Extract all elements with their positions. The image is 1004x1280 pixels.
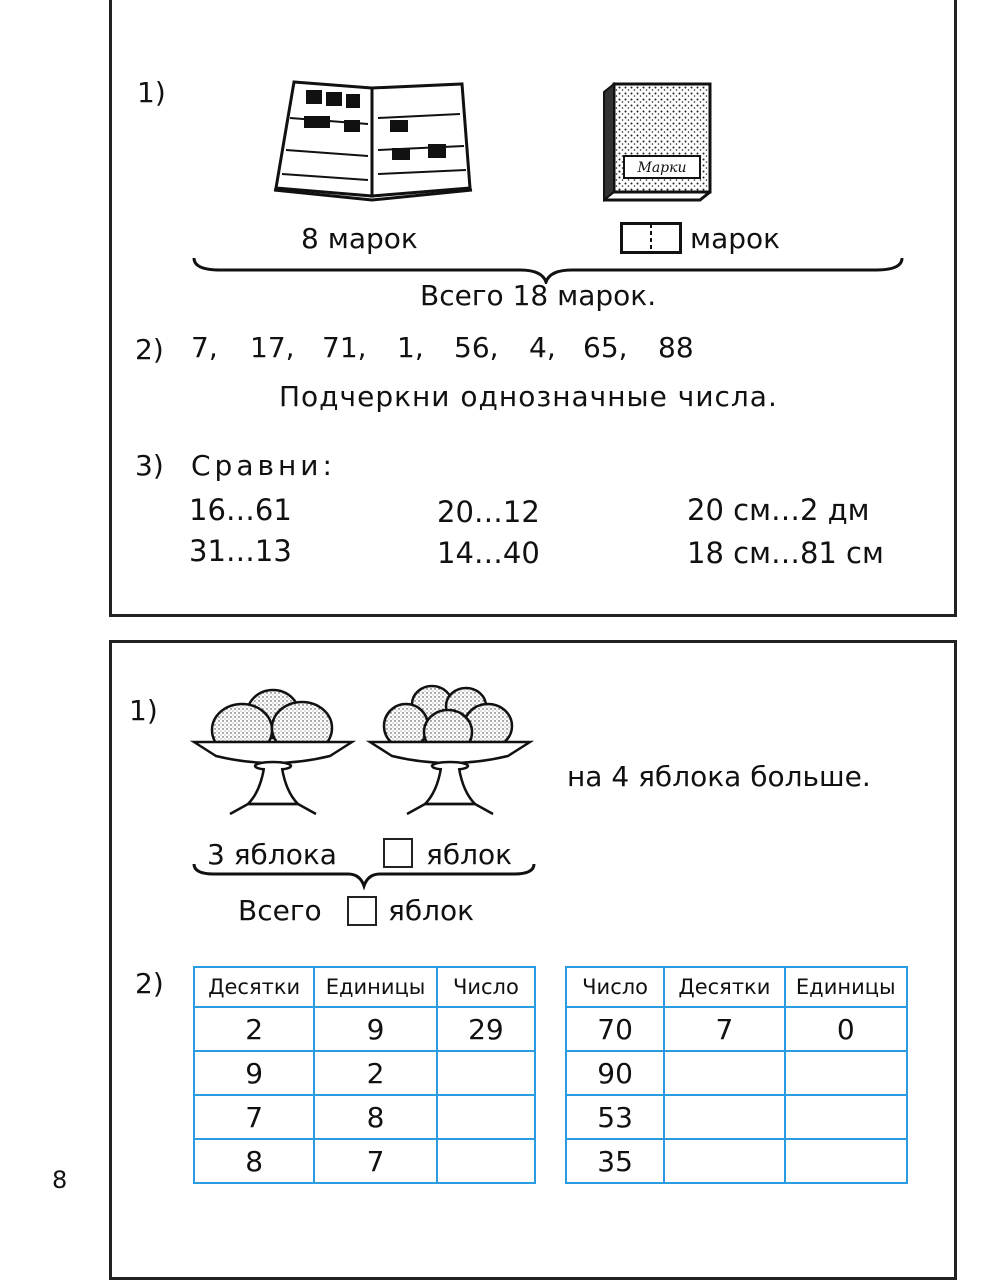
task1-number: 1): [129, 694, 158, 727]
answer-cell[interactable]: [437, 1051, 535, 1095]
number-1: 1,: [397, 331, 424, 364]
cell: 8: [194, 1139, 314, 1183]
task3-number: 3): [135, 449, 164, 482]
cell: 0: [785, 1007, 907, 1051]
more-apples-text: на 4 яблока больше.: [567, 760, 871, 793]
header-ones: Единицы: [785, 967, 907, 1007]
answer-box-total[interactable]: [347, 896, 377, 926]
header-ones: Единицы: [314, 967, 436, 1007]
header-tens: Десятки: [664, 967, 784, 1007]
table-row: [194, 1051, 535, 1095]
number-7: 7,: [191, 331, 218, 364]
cell: 53: [566, 1095, 664, 1139]
table-row: [194, 1139, 535, 1183]
apples-right-label: яблок: [426, 838, 513, 871]
task1-number: 1): [137, 76, 166, 109]
cell: 8: [314, 1095, 436, 1139]
place-value-table-1: [193, 966, 536, 1184]
answer-cell[interactable]: [437, 1139, 535, 1183]
answer-cell[interactable]: [785, 1051, 907, 1095]
number-17: 17,: [250, 331, 295, 364]
number-65: 65,: [583, 331, 628, 364]
apples-total-suffix: яблок: [388, 894, 475, 927]
compare-item: 20 см…2 дм: [687, 493, 870, 527]
table-row: [566, 1139, 907, 1183]
cell: 35: [566, 1139, 664, 1183]
answer-cell[interactable]: [785, 1139, 907, 1183]
stamps-right-label: марок: [690, 222, 781, 255]
table-row: [566, 1095, 907, 1139]
answer-cell[interactable]: [664, 1051, 784, 1095]
cell: 29: [437, 1007, 535, 1051]
table-row: [566, 1007, 907, 1051]
table-row: [194, 1007, 535, 1051]
album-title: Марки: [637, 160, 687, 176]
cell: 2: [194, 1007, 314, 1051]
table-row: [194, 1095, 535, 1139]
number-71: 71,: [322, 331, 367, 364]
closed-album-icon: [600, 80, 716, 204]
task2-number: 2): [135, 967, 164, 1000]
apple-bowl-3-icon: [190, 684, 356, 824]
answer-box-stamps[interactable]: [620, 222, 682, 254]
number-4: 4,: [529, 331, 556, 364]
cell: 90: [566, 1051, 664, 1095]
answer-cell[interactable]: [437, 1095, 535, 1139]
answer-cell[interactable]: [664, 1139, 784, 1183]
compare-item: 31…13: [189, 534, 292, 568]
cell: 9: [314, 1007, 436, 1051]
compare-item: 18 см…81 см: [687, 536, 884, 570]
open-stamp-album-icon: [272, 78, 474, 202]
apple-bowl-many-icon: [366, 680, 534, 824]
apples-total-prefix: Всего: [238, 894, 322, 927]
number-88: 88: [658, 331, 694, 364]
cell: 7: [664, 1007, 784, 1051]
answer-cell[interactable]: [664, 1095, 784, 1139]
cell: 2: [314, 1051, 436, 1095]
cell: 9: [194, 1051, 314, 1095]
apples-left-label: 3 яблока: [207, 838, 337, 871]
task2-number: 2): [135, 333, 164, 366]
task3-title: Сравни:: [191, 449, 336, 482]
number-56: 56,: [454, 331, 499, 364]
cell: 7: [194, 1095, 314, 1139]
place-value-table-2: [565, 966, 908, 1184]
compare-item: 20…12: [437, 495, 540, 529]
header-number: Число: [566, 967, 664, 1007]
cell: 7: [314, 1139, 436, 1183]
task2-instruction: Подчеркни однозначные числа.: [279, 380, 778, 413]
compare-item: 16…61: [189, 493, 292, 527]
page-number: 8: [52, 1166, 68, 1194]
cell: 70: [566, 1007, 664, 1051]
header-number: Число: [437, 967, 535, 1007]
header-tens: Десятки: [194, 967, 314, 1007]
stamps-left-label: 8 марок: [301, 222, 418, 255]
table-row: [566, 1051, 907, 1095]
stamps-total: Всего 18 марок.: [420, 279, 657, 312]
brace-apples: [190, 862, 538, 890]
compare-item: 14…40: [437, 536, 540, 570]
answer-cell[interactable]: [785, 1095, 907, 1139]
